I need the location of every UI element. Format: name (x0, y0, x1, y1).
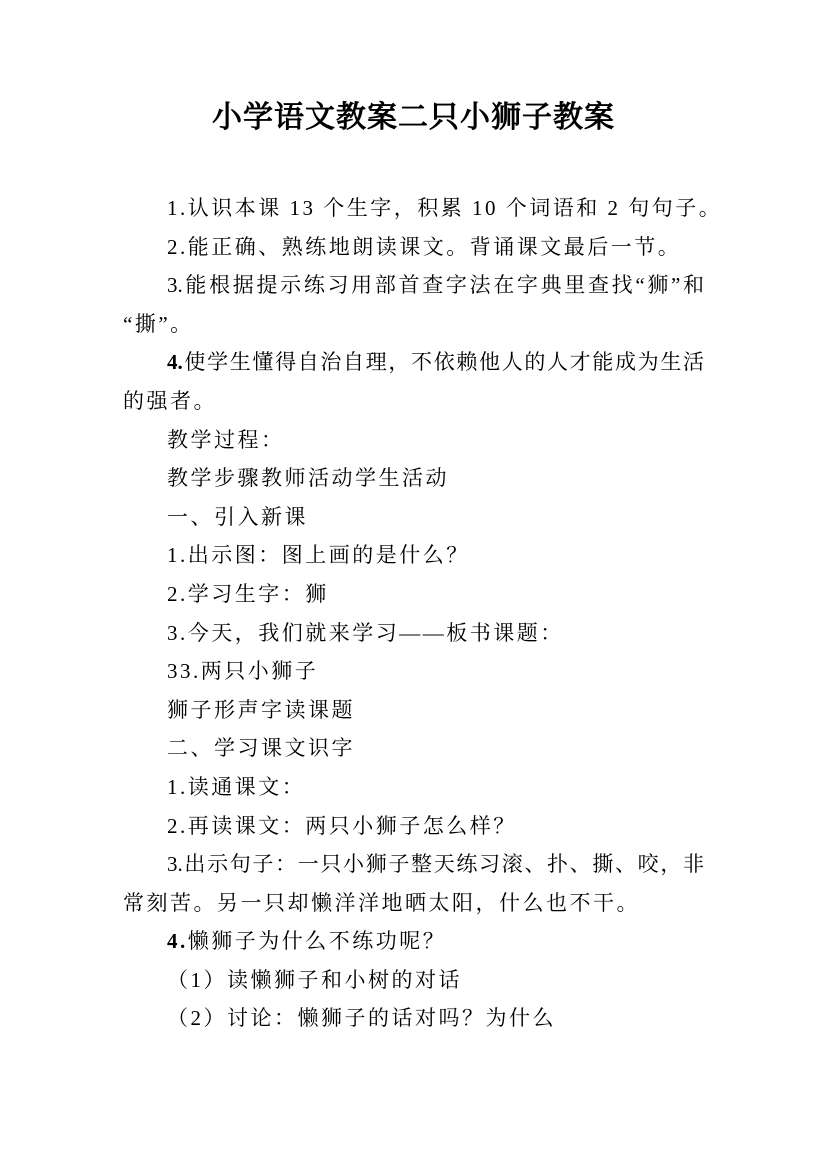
paragraph (123, 999, 704, 1038)
bold-number-prefix: 4. (167, 929, 188, 954)
text-line: 1.读通课文： (167, 774, 306, 799)
paragraph (123, 922, 704, 961)
paragraph (123, 421, 704, 460)
text-line: 1.出示图：图上画的是什么？ (167, 543, 470, 568)
paragraph (123, 459, 704, 498)
paragraph (123, 228, 704, 267)
text-line: 1.认识本课 13 个生字，积累 10 个词语和 2 句句子。 (167, 196, 723, 220)
text-line: 的强者。 (123, 388, 217, 413)
text-line: 33.两只小狮子 (167, 659, 319, 684)
paragraph (123, 614, 704, 653)
text-line: 教学步骤教师活动学生活动 (167, 466, 449, 491)
paragraph (123, 807, 704, 846)
paragraph (123, 691, 704, 730)
text-line: 3.出示句子：一只小狮子整天练习滚、扑、撕、咬，非 (167, 852, 704, 877)
text-line: 2.能正确、熟练地朗读课文。背诵课文最后一节。 (167, 234, 682, 259)
document-body (123, 139, 723, 1038)
text-line: 常刻苦。另一只却懒洋洋地晒太阳，什么也不干。 (123, 890, 640, 915)
paragraph (123, 575, 704, 614)
paragraph (123, 729, 704, 768)
text-line: 二、学习课文识字 (167, 736, 355, 761)
paragraph (123, 536, 704, 575)
document-title: 小学语文教案二只小狮子教案 (212, 101, 615, 134)
text-line: 2.学习生字：狮 (167, 581, 329, 606)
text-line: （2）讨论：懒狮子的话对吗？为什么 (167, 1006, 556, 1031)
bold-number-prefix: 4. (167, 350, 183, 375)
paragraph (123, 768, 704, 807)
paragraph (123, 961, 704, 1000)
text-line: （1）读懒狮子和小树的对话 (167, 967, 462, 992)
text-line: 4.使学生懂得自治自理，不依赖他人的人才能成为生活 (167, 350, 704, 375)
paragraph (123, 845, 704, 922)
text-line: 一、引入新课 (167, 504, 308, 529)
paragraph (123, 343, 704, 420)
text-line: 3.能根据提示练习用部首查字法在字典里查找“狮”和 (167, 273, 704, 298)
paragraph (123, 498, 704, 537)
text-line: 教学过程： (167, 427, 285, 452)
text-line: 狮子形声字读课题 (167, 697, 355, 722)
paragraph (123, 652, 704, 691)
paragraph (123, 189, 723, 228)
paragraph (123, 266, 704, 343)
text-line: 4.懒狮子为什么不练功呢？ (167, 929, 447, 954)
text-line: “撕”。 (123, 311, 194, 336)
text-line: 2.再读课文：两只小狮子怎么样？ (167, 813, 517, 838)
text-line: 3.今天，我们就来学习——板书课题： (167, 620, 564, 645)
